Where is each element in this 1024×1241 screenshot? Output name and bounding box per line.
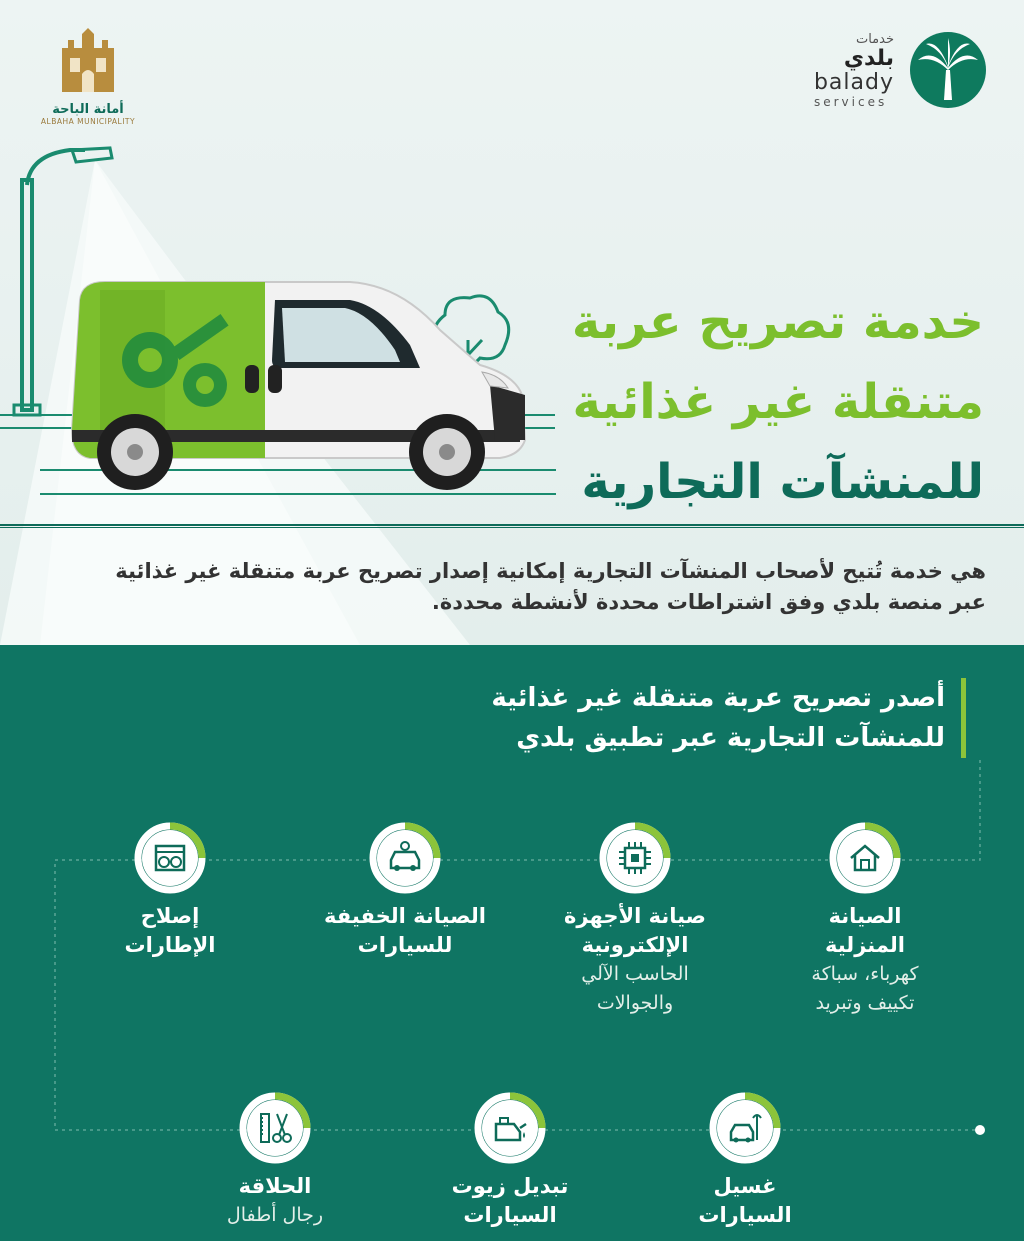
municipality-english-name: ALBAHA MUNICIPALITY	[40, 117, 136, 126]
service-name	[525, 902, 745, 960]
intro-line-2: عبر منصة بلدي وفق اشتراطات محددة لأنشطة محددة.	[431, 590, 986, 614]
service-details	[755, 960, 975, 1018]
page-title	[504, 282, 984, 522]
balady-services-logo	[814, 30, 988, 110]
service-item	[295, 822, 515, 960]
municipality-arabic-name: أمانة الباحة	[52, 102, 124, 117]
service-icon-ring	[369, 822, 441, 894]
scissors-comb-icon	[253, 1106, 297, 1150]
logo-english-small: services	[813, 94, 888, 109]
service-name-line: الصيانة	[828, 904, 902, 928]
logo-arabic-small: خدمات	[855, 31, 894, 47]
title-line-1: خدمة تصريح عربة	[571, 294, 984, 350]
service-name-line: الحلاقة	[238, 1174, 312, 1198]
service-item	[755, 822, 975, 1018]
divider	[0, 524, 1024, 528]
oil-can-icon	[488, 1106, 532, 1150]
service-details	[525, 960, 745, 1018]
service-name	[755, 902, 975, 960]
van-illustration	[72, 282, 525, 490]
service-name-line: إصلاح	[140, 904, 200, 928]
service-icon-ring	[599, 822, 671, 894]
palm-tree-icon	[908, 30, 988, 110]
service-item	[60, 822, 280, 960]
castle-icon	[56, 26, 120, 94]
cta-line-2: للمنشآت التجارية عبر تطبيق بلدي	[516, 723, 945, 753]
service-details	[165, 1201, 385, 1230]
service-name-line: صيانة الأجهزة	[564, 904, 706, 928]
cta-line-1: أصدر تصريح عربة متنقلة غير غذائية	[491, 683, 945, 713]
service-name-line: الصيانة الخفيفة	[324, 904, 486, 928]
house-icon	[843, 836, 887, 880]
intro-text	[86, 556, 986, 618]
service-name-line: تبديل زيوت	[451, 1174, 569, 1198]
cta-heading	[366, 678, 966, 758]
service-name-line: للسيارات	[357, 933, 453, 957]
car-service-icon	[383, 836, 427, 880]
service-name	[400, 1172, 620, 1230]
intro-line-1: هي خدمة تُتيح لأصحاب المنشآت التجارية إمكانية إصدار تصريح عربة متنقلة غير غذائية	[115, 559, 986, 583]
title-line-2: متنقلة غير غذائية	[572, 374, 984, 430]
service-item	[525, 822, 745, 1018]
albaha-municipality-logo	[36, 26, 140, 126]
service-name-line: المنزلية	[825, 933, 905, 957]
service-name-line: السيارات	[463, 1203, 557, 1227]
service-detail-line: كهرباء، سباكة	[811, 963, 919, 985]
service-icon-ring	[709, 1092, 781, 1164]
service-icon-ring	[134, 822, 206, 894]
service-name	[295, 902, 515, 960]
service-detail-line: تكييف وتبريد	[815, 992, 915, 1014]
service-item	[165, 1092, 385, 1230]
service-item	[400, 1092, 620, 1230]
service-item	[635, 1092, 855, 1230]
service-name-line: الإطارات	[124, 933, 216, 957]
service-detail-line: رجال أطفال	[226, 1204, 324, 1226]
service-name-line: الإلكترونية	[581, 933, 689, 957]
service-detail-line: والجوالات	[596, 992, 674, 1014]
service-detail-line: الحاسب الآلي	[581, 963, 689, 985]
logo-arabic-big: بلدي	[843, 45, 894, 71]
service-icon-ring	[239, 1092, 311, 1164]
service-name	[635, 1172, 855, 1230]
service-name	[60, 902, 280, 960]
service-icon-ring	[474, 1092, 546, 1164]
service-name-line: غسيل	[713, 1174, 777, 1198]
service-icon-ring	[829, 822, 901, 894]
chip-icon	[613, 836, 657, 880]
logo-english-big: balady	[813, 69, 894, 95]
tire-shop-icon	[148, 836, 192, 880]
service-name-line: السيارات	[698, 1203, 792, 1227]
title-line-3: للمنشآت التجارية	[581, 454, 984, 510]
service-name	[165, 1172, 385, 1201]
car-wash-icon	[723, 1106, 767, 1150]
